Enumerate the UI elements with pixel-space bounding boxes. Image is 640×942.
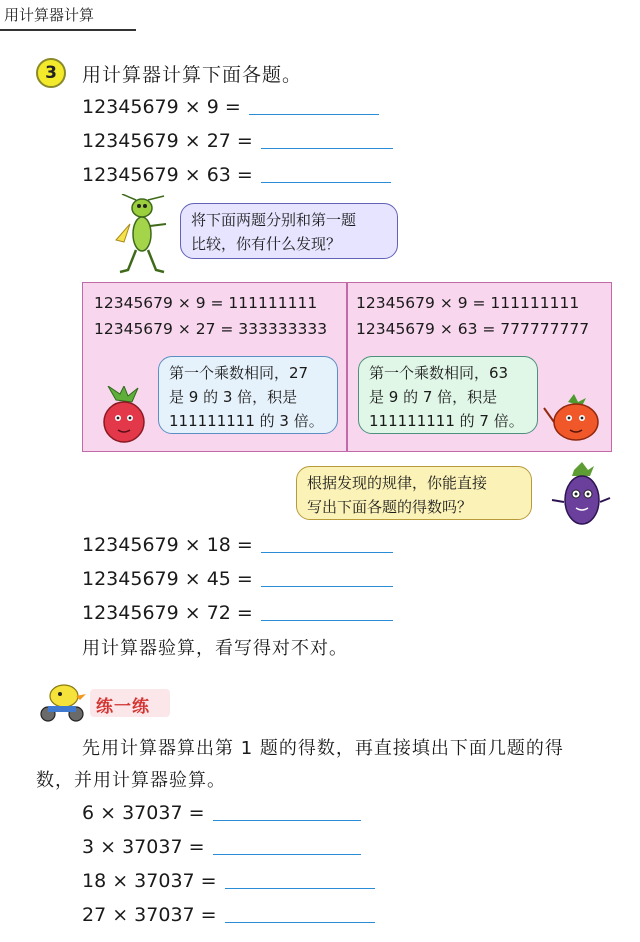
bubble-line: 第一个乘数相同，63	[369, 364, 509, 382]
bubble-line: 将下面两题分别和第一题	[191, 211, 357, 229]
answer-blank[interactable]	[261, 182, 391, 183]
header-underline	[0, 29, 136, 31]
comparison-equation: 12345679 × 9 = 111111111	[94, 294, 318, 312]
equation-row	[82, 904, 375, 926]
answer-blank[interactable]	[261, 552, 393, 553]
equation-row	[82, 802, 361, 824]
answer-blank[interactable]	[213, 854, 361, 855]
tomato-speech-bubble	[358, 356, 538, 434]
bubble-line: 是 9 的 3 倍，积是	[169, 388, 298, 406]
answer-blank[interactable]	[261, 620, 393, 621]
check-instruction: 用计算器验算，看写得对不对。	[82, 638, 348, 659]
equation-text: 12345679 × 72 =	[82, 602, 253, 624]
eggplant-illustration	[548, 460, 612, 536]
answer-blank[interactable]	[249, 114, 379, 115]
equation-text: 18 × 37037 =	[82, 870, 217, 892]
comparison-divider	[346, 282, 348, 452]
problem-title: 用计算器计算下面各题。	[82, 64, 303, 86]
answer-blank[interactable]	[225, 888, 375, 889]
grasshopper-illustration	[112, 194, 174, 276]
equation-text: 27 × 37037 =	[82, 904, 217, 926]
answer-blank[interactable]	[225, 922, 375, 923]
equation-text: 12345679 × 27 =	[82, 130, 253, 152]
comparison-equation: 12345679 × 27 = 333333333	[94, 320, 328, 338]
problem-number-badge: 3	[36, 58, 66, 88]
equation-row	[82, 96, 379, 118]
equation-row	[82, 130, 393, 152]
practice-label: 练一练	[96, 697, 150, 717]
answer-blank[interactable]	[213, 820, 361, 821]
equation-row	[82, 870, 375, 892]
equation-text: 12345679 × 18 =	[82, 534, 253, 556]
equation-text: 12345679 × 45 =	[82, 568, 253, 590]
bubble-line: 根据发现的规律，你能直接	[307, 474, 488, 492]
tomato-illustration	[542, 394, 606, 448]
grasshopper-speech-bubble	[180, 203, 398, 259]
practice-instruction: 数，并用计算器验算。	[36, 770, 226, 791]
page-header-title: 用计算器计算	[4, 6, 95, 24]
equation-text: 12345679 × 63 =	[82, 164, 253, 186]
practice-instruction: 先用计算器算出第 1 题的得数，再直接填出下面几题的得	[82, 738, 564, 759]
bubble-line: 111111111 的 3 倍。	[169, 412, 324, 430]
bubble-line: 是 9 的 7 倍，积是	[369, 388, 498, 406]
radish-illustration	[96, 386, 152, 448]
eggplant-speech-bubble	[296, 466, 532, 520]
comparison-equation: 12345679 × 9 = 111111111	[356, 294, 580, 312]
practice-mascot-icon	[36, 682, 90, 722]
equation-row	[82, 602, 393, 624]
bubble-line: 比较，你有什么发现？	[191, 235, 342, 253]
equation-text: 12345679 × 9 =	[82, 96, 241, 118]
equation-row	[82, 164, 391, 186]
equation-row	[82, 568, 393, 590]
equation-row	[82, 534, 393, 556]
answer-blank[interactable]	[261, 586, 393, 587]
radish-speech-bubble	[158, 356, 338, 434]
equation-row	[82, 836, 361, 858]
bubble-line: 写出下面各题的得数吗？	[307, 498, 473, 516]
answer-blank[interactable]	[261, 148, 393, 149]
comparison-equation: 12345679 × 63 = 777777777	[356, 320, 590, 338]
bubble-line: 111111111 的 7 倍。	[369, 412, 524, 430]
equation-text: 3 × 37037 =	[82, 836, 205, 858]
equation-text: 6 × 37037 =	[82, 802, 205, 824]
bubble-line: 第一个乘数相同，27	[169, 364, 309, 382]
